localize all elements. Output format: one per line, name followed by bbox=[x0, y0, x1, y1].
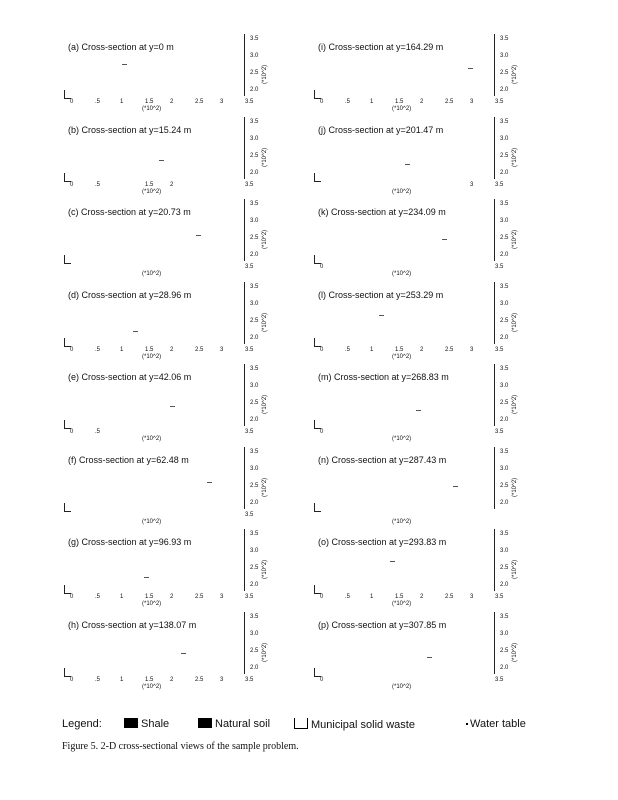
y-tick-label: 3.5 bbox=[250, 36, 259, 42]
y-tick-label: 2.0 bbox=[250, 417, 259, 423]
y-unit-label: (*10^2) bbox=[262, 394, 268, 414]
cross-section-panel bbox=[62, 201, 302, 289]
plot-speck bbox=[442, 239, 447, 240]
y-tick-label: 2.5 bbox=[250, 152, 259, 159]
panel-title: (m) Cross-section at y=268.83 m bbox=[318, 372, 449, 382]
axes-orientation-icon bbox=[314, 173, 321, 182]
legend-water-table: Water table bbox=[466, 718, 526, 730]
y-tick-label: 2.0 bbox=[250, 499, 259, 506]
x-unit-label: (*10^2) bbox=[392, 188, 412, 195]
y-unit-label: (*10^2) bbox=[512, 642, 518, 662]
y-tick-label: 2.5 bbox=[500, 482, 509, 489]
cross-section-panel bbox=[312, 283, 552, 372]
plot-speck bbox=[170, 406, 175, 407]
axes-orientation-icon bbox=[64, 255, 71, 264]
plot-speck bbox=[133, 331, 138, 332]
plot-speck bbox=[207, 482, 212, 483]
x-tick-label: 3.5 bbox=[245, 99, 254, 105]
cross-section-panel bbox=[62, 613, 302, 702]
x-unit-label: (*10^2) bbox=[392, 601, 412, 607]
x-tick-label: 3.5 bbox=[245, 346, 254, 353]
x-unit-label: (*10^2) bbox=[142, 436, 162, 442]
y-unit-label: (*10^2) bbox=[262, 64, 268, 84]
y-tick-label: 2.5 bbox=[500, 70, 509, 76]
x-tick-label: 2.5 bbox=[195, 99, 204, 105]
cross-section-panel bbox=[312, 366, 552, 454]
x-tick-label: 0 bbox=[70, 346, 74, 353]
y-tick-label: 3.5 bbox=[500, 613, 509, 620]
y-tick-label: 2.0 bbox=[500, 664, 509, 671]
x-tick-label: 2 bbox=[420, 99, 424, 105]
panel-title: (a) Cross-section at y=0 m bbox=[68, 42, 174, 52]
axes-orientation-icon bbox=[314, 668, 321, 677]
x-unit-label: (*10^2) bbox=[392, 271, 412, 277]
panel-title: (i) Cross-section at y=164.29 m bbox=[318, 42, 444, 52]
x-unit-label: (*10^2) bbox=[142, 106, 162, 112]
figure-caption: Figure 5. 2-D cross-sectional views of the sample problem. bbox=[62, 741, 299, 752]
x-tick-label: 1 bbox=[370, 99, 374, 105]
plot-speck bbox=[468, 68, 473, 69]
x-tick-label: 2 bbox=[420, 594, 424, 600]
x-tick-label: 1.5 bbox=[145, 346, 154, 353]
y-axis-line bbox=[494, 364, 495, 426]
legend-shale: Shale bbox=[124, 718, 169, 730]
x-tick-label: 3.5 bbox=[495, 99, 504, 105]
y-tick-label: 2.0 bbox=[250, 252, 259, 258]
shale-swatch-icon bbox=[124, 718, 138, 728]
x-tick-label: .5 bbox=[345, 99, 351, 105]
plot-speck bbox=[122, 64, 127, 65]
y-axis-line bbox=[244, 282, 245, 344]
y-tick-label: 3.0 bbox=[250, 135, 259, 142]
y-axis-line bbox=[244, 364, 245, 426]
panel-title: (f) Cross-section at y=62.48 m bbox=[68, 454, 189, 465]
x-tick-label: 2.5 bbox=[445, 594, 454, 600]
y-tick-label: 3.0 bbox=[250, 548, 259, 554]
x-tick-label: .5 bbox=[95, 346, 101, 353]
panel-title: (n) Cross-section at y=287.43 m bbox=[318, 454, 447, 465]
cross-section-panel bbox=[312, 36, 552, 124]
y-axis-line bbox=[244, 447, 245, 509]
x-unit-label: (*10^2) bbox=[142, 271, 162, 277]
x-unit-label: (*10^2) bbox=[392, 353, 412, 360]
x-unit-label: (*10^2) bbox=[392, 518, 412, 525]
x-tick-label: 3.5 bbox=[245, 511, 254, 518]
y-tick-label: 3.5 bbox=[500, 448, 509, 455]
x-tick-label: 0 bbox=[70, 676, 74, 683]
y-tick-label: 2.5 bbox=[500, 152, 509, 159]
x-tick-label: 1.5 bbox=[145, 594, 154, 600]
y-tick-label: 2.5 bbox=[250, 235, 259, 241]
y-tick-label: 3.5 bbox=[250, 448, 259, 455]
y-unit-label: (*10^2) bbox=[262, 477, 268, 497]
x-tick-label: 3 bbox=[470, 346, 474, 353]
x-tick-label: .5 bbox=[95, 676, 101, 683]
cross-section-panel bbox=[312, 118, 552, 207]
panel-title: (c) Cross-section at y=20.73 m bbox=[68, 207, 191, 217]
axes-orientation-icon bbox=[64, 503, 71, 512]
x-tick-label: 2.5 bbox=[445, 346, 454, 353]
y-unit-label: (*10^2) bbox=[262, 312, 268, 332]
axes-orientation-icon bbox=[314, 255, 321, 264]
x-tick-label: 3.5 bbox=[495, 429, 504, 435]
water-table-dot-icon bbox=[466, 723, 468, 725]
x-tick-label: 2 bbox=[420, 346, 424, 353]
legend-municipal-solid-waste: Municipal solid waste bbox=[294, 718, 415, 731]
y-tick-label: 2.5 bbox=[250, 647, 259, 654]
plot-speck bbox=[379, 315, 384, 316]
y-axis-line bbox=[494, 117, 495, 179]
y-tick-label: 2.5 bbox=[500, 235, 509, 241]
y-tick-label: 3.0 bbox=[500, 383, 509, 389]
y-axis-line bbox=[494, 282, 495, 344]
y-tick-label: 2.0 bbox=[500, 499, 509, 506]
axes-orientation-icon bbox=[64, 585, 71, 594]
plot-speck bbox=[405, 164, 410, 165]
cross-section-panel bbox=[312, 613, 552, 702]
cross-section-panel bbox=[62, 36, 302, 124]
cross-section-panel bbox=[312, 531, 552, 619]
y-tick-label: 3.5 bbox=[500, 118, 509, 125]
x-tick-label: .5 bbox=[95, 429, 101, 435]
panel-title: (o) Cross-section at y=293.83 m bbox=[318, 537, 447, 547]
y-tick-label: 2.0 bbox=[250, 334, 259, 341]
x-tick-label: 1.5 bbox=[145, 99, 154, 105]
x-tick-label: 2 bbox=[170, 594, 174, 600]
y-tick-label: 3.0 bbox=[250, 630, 259, 637]
y-tick-label: 3.0 bbox=[250, 53, 259, 59]
y-unit-label: (*10^2) bbox=[262, 229, 268, 249]
cross-section-panel bbox=[62, 366, 302, 454]
x-tick-label: 2 bbox=[170, 346, 174, 353]
y-tick-label: 2.0 bbox=[250, 169, 259, 176]
x-tick-label: 0 bbox=[320, 429, 324, 435]
axes-orientation-icon bbox=[314, 338, 321, 347]
x-tick-label: 2.5 bbox=[195, 676, 204, 683]
y-tick-label: 3.0 bbox=[500, 300, 509, 307]
x-tick-label: 2.5 bbox=[195, 346, 204, 353]
x-tick-label: 1 bbox=[120, 594, 124, 600]
y-axis-line bbox=[494, 34, 495, 96]
axes-orientation-icon bbox=[64, 90, 71, 99]
x-tick-label: 0 bbox=[70, 99, 74, 105]
y-tick-label: 2.0 bbox=[500, 87, 509, 93]
plot-speck bbox=[144, 577, 149, 578]
y-tick-label: 2.0 bbox=[500, 252, 509, 258]
x-tick-label: 2 bbox=[170, 181, 174, 188]
y-tick-label: 3.5 bbox=[250, 366, 259, 372]
y-unit-label: (*10^2) bbox=[262, 559, 268, 579]
natural-soil-swatch-icon bbox=[198, 718, 212, 728]
y-tick-label: 3.0 bbox=[500, 630, 509, 637]
x-tick-label: 3.5 bbox=[495, 594, 504, 600]
plot-speck bbox=[453, 486, 458, 487]
y-axis-line bbox=[494, 447, 495, 509]
y-tick-label: 3.5 bbox=[500, 531, 509, 537]
x-tick-label: 3 bbox=[220, 346, 224, 353]
y-unit-label: (*10^2) bbox=[262, 147, 268, 167]
cross-section-panel bbox=[312, 201, 552, 289]
x-tick-label: 1.5 bbox=[395, 346, 404, 353]
y-tick-label: 3.5 bbox=[500, 283, 509, 290]
x-tick-label: 1 bbox=[370, 594, 374, 600]
y-tick-label: 3.5 bbox=[500, 201, 509, 207]
legend-label: Legend: bbox=[62, 718, 102, 730]
y-unit-label: (*10^2) bbox=[512, 477, 518, 497]
panel-title: (j) Cross-section at y=201.47 m bbox=[318, 124, 444, 135]
panel-title: (e) Cross-section at y=42.06 m bbox=[68, 372, 192, 382]
x-tick-label: 0 bbox=[320, 676, 324, 683]
y-tick-label: 3.0 bbox=[500, 548, 509, 554]
x-unit-label: (*10^2) bbox=[392, 436, 412, 442]
x-tick-label: 3.5 bbox=[495, 264, 504, 270]
y-axis-line bbox=[244, 34, 245, 96]
plot-speck bbox=[181, 653, 186, 654]
y-tick-label: 3.0 bbox=[500, 465, 509, 472]
y-unit-label: (*10^2) bbox=[262, 642, 268, 662]
y-unit-label: (*10^2) bbox=[512, 147, 518, 167]
y-tick-label: 2.5 bbox=[500, 647, 509, 654]
y-tick-label: 2.0 bbox=[250, 87, 259, 93]
x-unit-label: (*10^2) bbox=[392, 683, 412, 690]
plot-speck bbox=[427, 657, 432, 658]
y-tick-label: 2.0 bbox=[250, 582, 259, 588]
x-tick-label: 3 bbox=[220, 99, 224, 105]
x-tick-label: 0 bbox=[70, 181, 74, 188]
x-tick-label: .5 bbox=[95, 594, 101, 600]
y-axis-line bbox=[494, 529, 495, 591]
x-tick-label: 0 bbox=[320, 346, 324, 353]
y-unit-label: (*10^2) bbox=[512, 312, 518, 332]
y-unit-label: (*10^2) bbox=[512, 64, 518, 84]
x-tick-label: 3.5 bbox=[495, 181, 504, 188]
y-tick-label: 2.5 bbox=[250, 400, 259, 406]
x-tick-label: 1.5 bbox=[145, 181, 154, 188]
x-unit-label: (*10^2) bbox=[142, 353, 162, 360]
plot-speck bbox=[196, 235, 201, 236]
x-tick-label: 2 bbox=[170, 676, 174, 683]
y-tick-label: 3.0 bbox=[500, 218, 509, 224]
y-tick-label: 2.5 bbox=[250, 565, 259, 571]
panel-title: (g) Cross-section at y=96.93 m bbox=[68, 537, 192, 547]
x-tick-label: 1 bbox=[370, 346, 374, 353]
axes-orientation-icon bbox=[314, 420, 321, 429]
x-tick-label: 0 bbox=[70, 429, 74, 435]
axes-orientation-icon bbox=[314, 90, 321, 99]
y-axis-line bbox=[244, 199, 245, 261]
x-tick-label: .5 bbox=[95, 99, 101, 105]
y-tick-label: 2.0 bbox=[500, 169, 509, 176]
y-unit-label: (*10^2) bbox=[512, 394, 518, 414]
x-tick-label: 3 bbox=[470, 181, 474, 188]
x-tick-label: 1.5 bbox=[395, 99, 404, 105]
panel-title: (d) Cross-section at y=28.96 m bbox=[68, 289, 192, 300]
panel-title: (p) Cross-section at y=307.85 m bbox=[318, 619, 447, 630]
x-tick-label: 1 bbox=[120, 346, 124, 353]
x-tick-label: 3.5 bbox=[245, 264, 254, 270]
x-tick-label: 0 bbox=[320, 594, 324, 600]
y-tick-label: 3.5 bbox=[250, 118, 259, 125]
y-tick-label: 3.5 bbox=[250, 613, 259, 620]
y-unit-label: (*10^2) bbox=[512, 559, 518, 579]
y-tick-label: 3.5 bbox=[500, 366, 509, 372]
x-tick-label: .5 bbox=[345, 346, 351, 353]
cross-section-panel bbox=[62, 283, 302, 372]
y-tick-label: 3.5 bbox=[250, 283, 259, 290]
x-tick-label: 1.5 bbox=[145, 676, 154, 683]
x-tick-label: 2.5 bbox=[195, 594, 204, 600]
cross-section-panel bbox=[62, 448, 302, 537]
x-tick-label: 3.5 bbox=[245, 181, 254, 188]
x-tick-label: 3.5 bbox=[495, 676, 504, 683]
y-tick-label: 3.5 bbox=[250, 201, 259, 207]
y-tick-label: 2.0 bbox=[500, 334, 509, 341]
legend-natural-soil: Natural soil bbox=[198, 718, 270, 730]
y-tick-label: 3.0 bbox=[250, 465, 259, 472]
y-unit-label: (*10^2) bbox=[512, 229, 518, 249]
y-axis-line bbox=[244, 612, 245, 674]
y-axis-line bbox=[244, 117, 245, 179]
y-tick-label: 3.5 bbox=[250, 531, 259, 537]
panel-title: (l) Cross-section at y=253.29 m bbox=[318, 289, 444, 300]
axes-orientation-icon bbox=[314, 585, 321, 594]
panel-title: (h) Cross-section at y=138.07 m bbox=[68, 619, 197, 630]
y-axis-line bbox=[244, 529, 245, 591]
x-tick-label: 0 bbox=[320, 99, 324, 105]
y-tick-label: 2.0 bbox=[500, 582, 509, 588]
x-tick-label: 3.5 bbox=[495, 346, 504, 353]
axes-orientation-icon bbox=[64, 173, 71, 182]
y-tick-label: 3.0 bbox=[500, 135, 509, 142]
y-axis-line bbox=[494, 199, 495, 261]
cross-section-panel bbox=[62, 531, 302, 619]
y-tick-label: 2.0 bbox=[500, 417, 509, 423]
x-tick-label: 3 bbox=[220, 594, 224, 600]
x-tick-label: 0 bbox=[320, 264, 324, 270]
y-tick-label: 3.0 bbox=[250, 383, 259, 389]
y-tick-label: 3.0 bbox=[250, 300, 259, 307]
x-unit-label: (*10^2) bbox=[142, 683, 162, 690]
y-tick-label: 2.0 bbox=[250, 664, 259, 671]
y-tick-label: 2.5 bbox=[500, 317, 509, 324]
axes-orientation-icon bbox=[64, 338, 71, 347]
y-tick-label: 2.5 bbox=[250, 317, 259, 324]
x-unit-label: (*10^2) bbox=[142, 188, 162, 195]
waste-swatch-icon bbox=[294, 718, 308, 729]
x-tick-label: 0 bbox=[70, 594, 74, 600]
x-tick-label: 3 bbox=[470, 594, 474, 600]
cross-section-panel bbox=[312, 448, 552, 537]
x-tick-label: 3 bbox=[220, 676, 224, 683]
x-tick-label: .5 bbox=[95, 181, 101, 188]
x-tick-label: .5 bbox=[345, 594, 351, 600]
y-tick-label: 2.5 bbox=[500, 565, 509, 571]
x-unit-label: (*10^2) bbox=[142, 518, 162, 525]
y-tick-label: 2.5 bbox=[500, 400, 509, 406]
x-tick-label: 3.5 bbox=[245, 676, 254, 683]
x-tick-label: 2.5 bbox=[445, 99, 454, 105]
x-tick-label: 3.5 bbox=[245, 429, 254, 435]
y-tick-label: 3.0 bbox=[250, 218, 259, 224]
y-tick-label: 2.5 bbox=[250, 482, 259, 489]
y-tick-label: 2.5 bbox=[250, 70, 259, 76]
y-tick-label: 3.0 bbox=[500, 53, 509, 59]
y-tick-label: 3.5 bbox=[500, 36, 509, 42]
x-tick-label: 3 bbox=[470, 99, 474, 105]
x-unit-label: (*10^2) bbox=[142, 601, 162, 607]
x-tick-label: 1 bbox=[120, 99, 124, 105]
axes-orientation-icon bbox=[314, 503, 321, 512]
x-unit-label: (*10^2) bbox=[392, 106, 412, 112]
plot-speck bbox=[390, 561, 395, 562]
plot-speck bbox=[159, 160, 164, 161]
cross-section-panel bbox=[62, 118, 302, 207]
axes-orientation-icon bbox=[64, 420, 71, 429]
x-tick-label: 1.5 bbox=[395, 594, 404, 600]
axes-orientation-icon bbox=[64, 668, 71, 677]
x-tick-label: 1 bbox=[120, 676, 124, 683]
x-tick-label: 3.5 bbox=[245, 594, 254, 600]
panel-title: (k) Cross-section at y=234.09 m bbox=[318, 207, 446, 217]
x-tick-label: 2 bbox=[170, 99, 174, 105]
panel-title: (b) Cross-section at y=15.24 m bbox=[68, 124, 192, 135]
plot-speck bbox=[416, 410, 421, 411]
y-axis-line bbox=[494, 612, 495, 674]
